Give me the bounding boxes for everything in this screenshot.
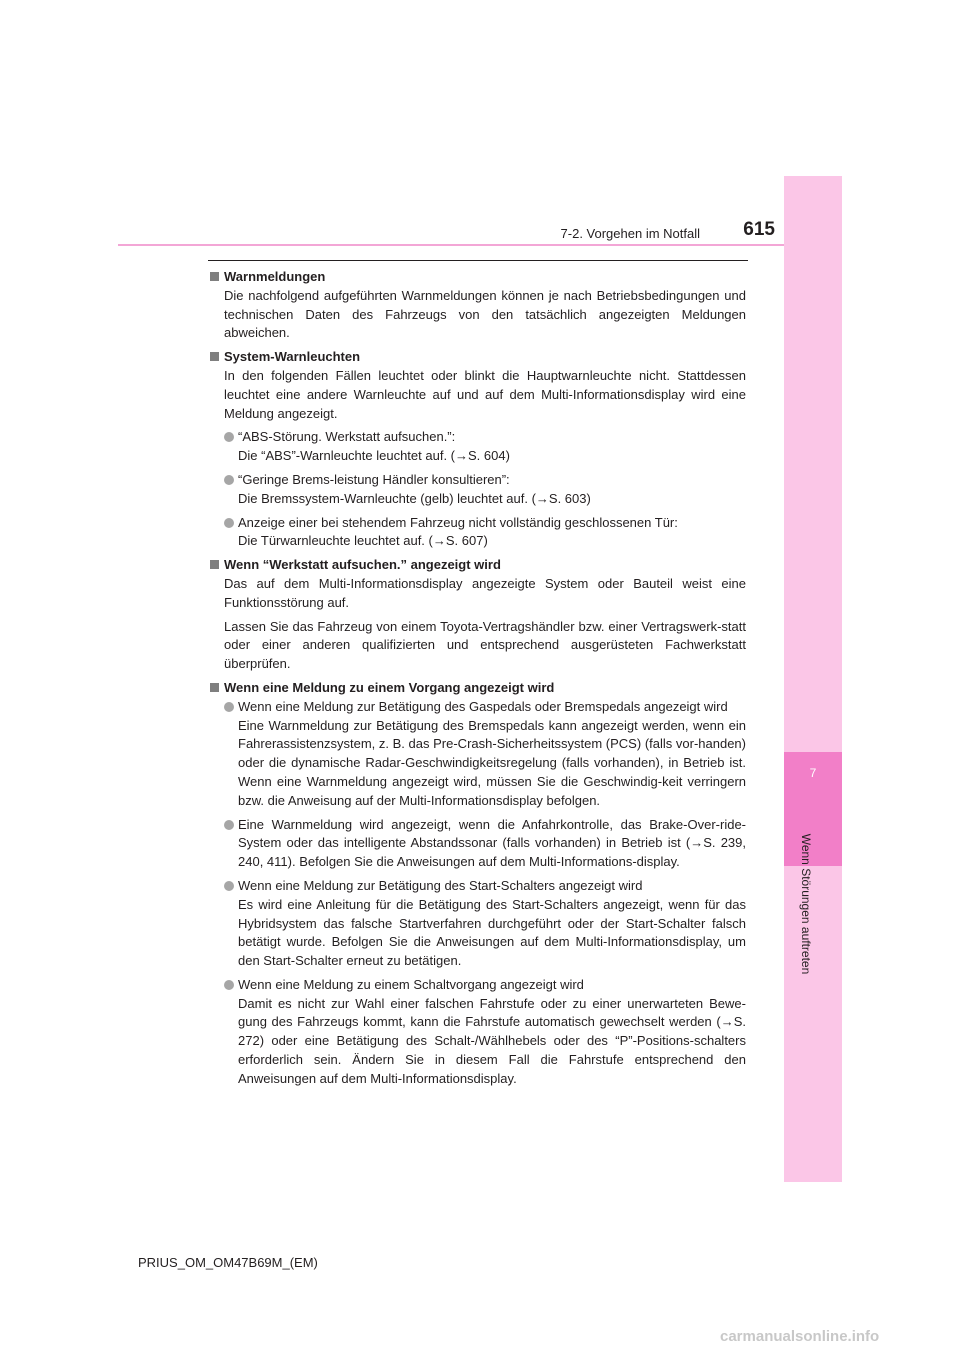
list-item-text: Die Türwarnleuchte leuchtet auf. (→S. 607) (238, 533, 488, 549)
section-title: Wenn eine Meldung zu einem Vorgang angezeigt wird (224, 679, 555, 695)
list-item (224, 698, 746, 811)
list-item-text: Die Bremssystem-Warnleuchte (gelb) leuchtet auf. (→S. 603) (238, 490, 591, 506)
paragraph: Die nachfolgend aufgeführten Warnmeldungen können je nach Betriebsbedingungen und technischen Daten des Fahrzeugs von den tatsächlich angezeigten Meldungen abweichen. (224, 287, 746, 341)
list-item-text: Es wird eine Anleitung für die Betätigung des Start-Schalters angezeigt, wenn für das Hybridsystem das falsche Startverfahren durchgeführt oder der Start-Schalter falsch betätigt wurde. Befolgen Sie die Anweisungen auf dem Multi-Informationsdisplay, um den Start-Schalter erneut zu betätigen. (238, 896, 746, 969)
section-title: Wenn “Werkstatt aufsuchen.” angezeigt wird (224, 557, 501, 573)
list-item (224, 816, 746, 872)
list-item-text: Die “ABS”-Warnleuchte leuchtet auf. (→S. 604) (238, 448, 510, 464)
circle-bullet-icon (224, 702, 234, 712)
document-code: PRIUS_OM_OM47B69M_(EM) (138, 1255, 318, 1270)
list-item (224, 428, 746, 466)
section-title: Warnmeldungen (224, 269, 326, 284)
list-item-title: Anzeige einer bei stehendem Fahrzeug nicht vollständig geschlossenen Tür: (238, 514, 678, 530)
page-content (210, 268, 746, 1094)
square-bullet-icon (210, 560, 219, 569)
chapter-side-tab (784, 176, 842, 1182)
chapter-title: Wenn Störungen auftreten (799, 833, 813, 975)
circle-bullet-icon (224, 881, 234, 891)
section-title: System-Warnleuchten (224, 349, 361, 365)
content-top-rule (208, 260, 748, 261)
list-item-title: “ABS-Störung. Werkstatt aufsuchen.”: (238, 429, 456, 445)
chapter-number: 7 (809, 766, 817, 780)
section-meldung-vorgang (210, 679, 746, 1089)
running-header-section: 7-2. Vorgehen im Notfall (560, 226, 700, 241)
paragraph: Lassen Sie das Fahrzeug von einem Toyota-Vertragshändler bzw. einer Vertragswerk-statt oder einer anderen qualifizierten und entsprechend ausgerüsteten Fachwerkstatt überprüfen. (224, 618, 746, 672)
list-item-text: Damit es nicht zur Wahl einer falschen Fahrstufe oder zu einer unerwarteten Bewe-gung des Fahrzeugs kommt, kann die Fahrstufe automatisch gewechselt werden (→S. 272) oder eine Betätigung des Schalt-/Wählhebels oder des “P”-Positions-schalters erforderlich sein. Ändern Sie in diesem Fall die Fahrstufe entsprechend den Anweisungen auf dem Multi-Informationsdisplay. (238, 995, 746, 1086)
section-system-warnleuchten (210, 348, 746, 551)
circle-bullet-icon (224, 432, 234, 442)
square-bullet-icon (210, 352, 219, 361)
list-item-title: Wenn eine Meldung zu einem Schaltvorgang angezeigt wird (238, 976, 584, 992)
paragraph: In den folgenden Fällen leuchtet oder blinkt die Hauptwarnleuchte nicht. Stattdessen leuchtet eine andere Warnleuchte auf und auf dem Multi-Informationsdisplay wird eine Meldung angezeigt. (224, 367, 746, 421)
list-item (224, 877, 746, 971)
circle-bullet-icon (224, 475, 234, 485)
square-bullet-icon (210, 683, 219, 692)
list-item-title: Wenn eine Meldung zur Betätigung des Start-Schalters angezeigt wird (238, 877, 643, 893)
paragraph: Das auf dem Multi-Informationsdisplay angezeigte System oder Bauteil weist eine Funktionsstörung auf. (224, 575, 746, 610)
list-item (224, 976, 746, 1089)
list-item-title: “Geringe Brems-leistung Händler konsultieren”: (238, 471, 510, 487)
circle-bullet-icon (224, 518, 234, 528)
section-warnmeldungen (210, 268, 746, 343)
header-divider (118, 244, 784, 246)
circle-bullet-icon (224, 820, 234, 830)
watermark: carmanualsonline.info (720, 1328, 880, 1345)
list-item (224, 514, 746, 552)
section-werkstatt-aufsuchen (210, 556, 746, 674)
list-item (224, 471, 746, 509)
list-item-title: Eine Warnmeldung wird angezeigt, wenn die Anfahrkontrolle, das Brake-Over-ride-System oder das intelligente Abstandssonar (falls vorhanden) in Betrieb ist (→S. 239, 240, 411). Befolgen Sie die Anweisungen auf dem Multi-Informations-display. (238, 816, 746, 870)
square-bullet-icon (210, 272, 219, 281)
page-number: 615 (743, 219, 775, 240)
circle-bullet-icon (224, 980, 234, 990)
list-item-title: Wenn eine Meldung zur Betätigung des Gaspedals oder Bremspedals angezeigt wird (238, 698, 728, 714)
list-item-text: Eine Warnmeldung zur Betätigung des Bremspedals kann angezeigt werden, wenn ein Fahrerassistenzsystem, z. B. das Pre-Crash-Sicherheitssystem (PCS) (falls vor-handen) oder die dynamische Radar-Geschwindigkeitsregelung (falls vorhanden), in Betrieb ist. Wenn eine Warnmeldung angezeigt wird, müssen Sie die Geschwindig-keit verringern bzw. die Anweisung auf der Multi-Informationsdisplay befolgen. (238, 717, 746, 808)
